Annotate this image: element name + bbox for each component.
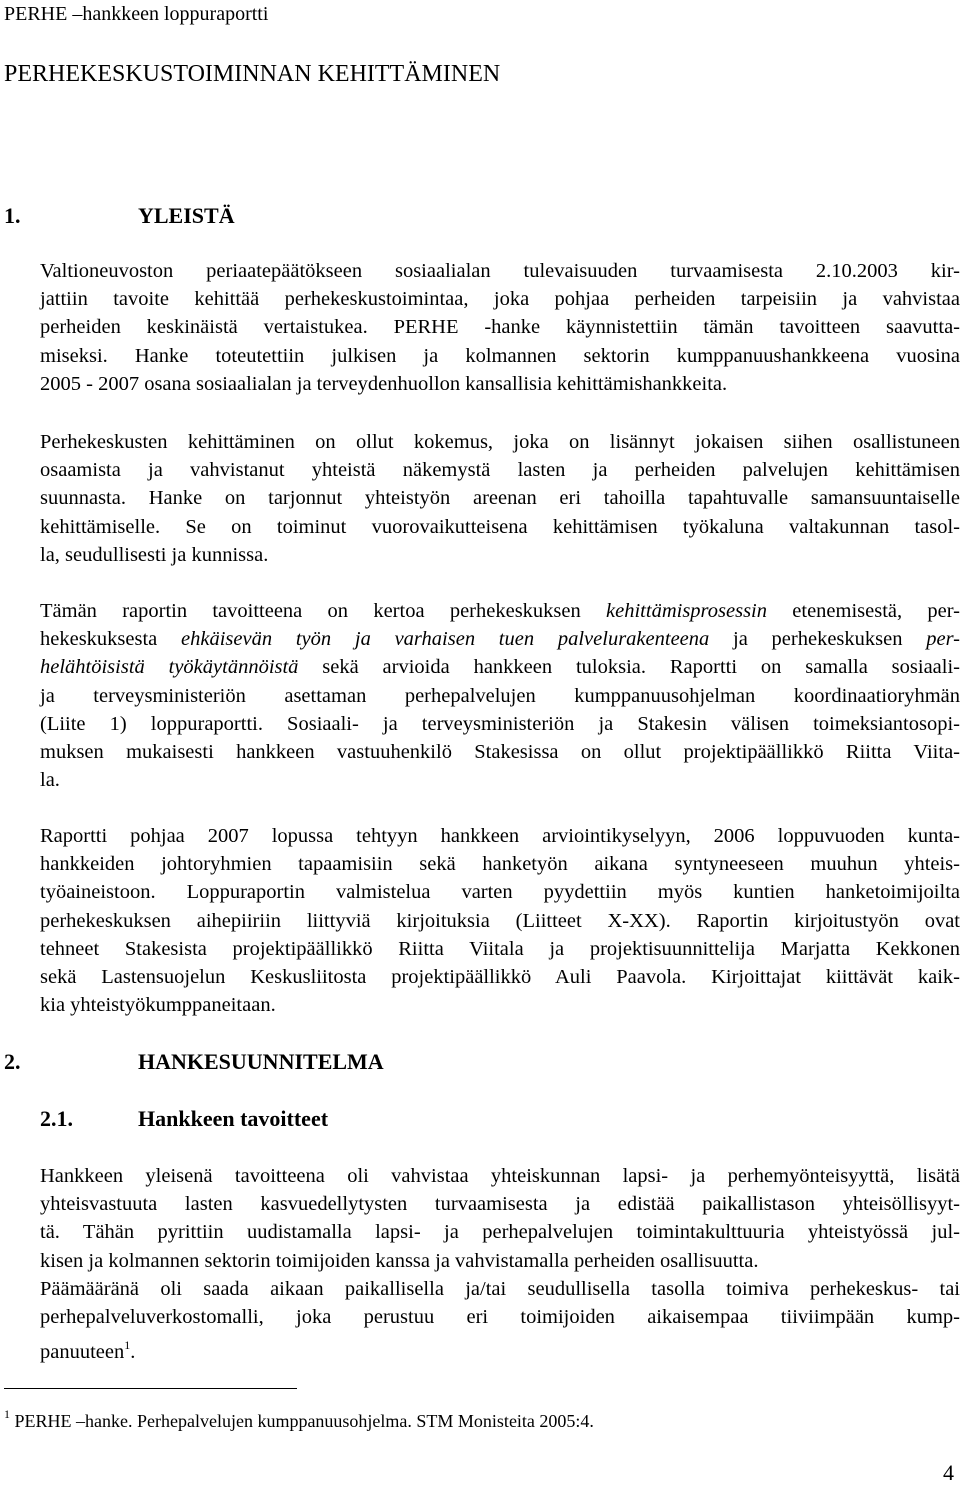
text-line: suunnasta. Hanke on tarjonnut yhteistyön areenan eri tahoilla tapahtuvalle samansuuntaiselle xyxy=(40,487,960,510)
text-line: kisen ja kolmannen sektorin toimijoiden kanssa ja vahvistamalla perheiden osallisuutta. xyxy=(40,1249,759,1272)
section-1-heading xyxy=(4,203,235,229)
text-line: tehneet Stakesista projektipäällikkö Riitta Viitala ja projektisuunnittelija Marjatta Kekkonen xyxy=(40,937,960,960)
paragraph-intro xyxy=(40,257,960,398)
paragraph-purpose xyxy=(40,597,960,794)
text-line: Raportti pohjaa 2007 lopussa tehtyyn hankkeen arviointikyselyyn, 2006 loppuvuoden kunta- xyxy=(40,825,960,847)
document-title: PERHEKESKUSTOIMINNAN KEHITTÄMINEN xyxy=(4,61,501,87)
page-number: 4 xyxy=(943,1460,954,1485)
text-line: Tämän raportin tavoitteena on kertoa perhekeskuksen kehittämisprosessin etenemisestä, per- xyxy=(40,600,960,622)
section-number: 2. xyxy=(4,1049,21,1074)
text-line: la, seudullisesti ja kunnissa. xyxy=(40,543,269,566)
text-line: hekeskuksesta ehkäisevän työn ja varhaisen tuen palvelurakenteena ja perhekeskuksen per- xyxy=(40,628,960,651)
section-number: 2.1. xyxy=(40,1106,73,1131)
text-line: kehittämiselle. Se on toiminut vuorovaikutteisena kehittämisen työkaluna valtakunnan tasol- xyxy=(40,515,960,538)
text-line: kia yhteistyökumppaneitaan. xyxy=(40,994,276,1017)
footnote-separator xyxy=(4,1388,297,1389)
section-2-1-heading xyxy=(40,1106,328,1132)
text-line: Perhekeskusten kehittäminen on ollut kokemus, joka on lisännyt jokaisen siihen osallistuneen xyxy=(40,431,960,453)
footnote xyxy=(4,1402,594,1433)
footnote-reference[interactable]: 1 xyxy=(124,1338,131,1353)
text-line: muksen mukaisesti hankkeen vastuuhenkilö Stakesissa on ollut projektipäällikkö Riitta Viita- xyxy=(40,741,960,764)
text-line: yhteisvastuuta lasten kasvuedellytysten turvaamisesta ja edistää paikallistason yhteisöllisyyt- xyxy=(40,1193,960,1216)
emphasis: kehittämisprosessin xyxy=(606,600,767,622)
footnote-text: PERHE –hanke. Perhepalvelujen kumppanuusohjelma. STM Monisteita 2005:4. xyxy=(10,1411,594,1431)
text-line: Valtioneuvoston periaatepäätökseen sosiaalialan tulevaisuuden turvaamisesta 2.10.2003 kir- xyxy=(40,260,960,282)
text-line: miseksi. Hanke toteutettiin julkisen ja kolmannen sektorin kumppanuushankkeena vuosina xyxy=(40,344,960,367)
text-line: työaineistoon. Loppuraportin valmistelua varten pyydettiin myös kuntien hanketoimijoilta xyxy=(40,881,960,904)
paragraph-experience xyxy=(40,428,960,569)
footnote-number: 1 xyxy=(4,1407,10,1421)
text-line: jattiin tavoite kehittää perhekeskustoimintaa, joka pohjaa perheiden tarpeisiin ja vahvistaa xyxy=(40,288,960,311)
text-line: hankkeiden johtoryhmien tapaamisiin sekä hanketyön aikana syntyneeseen muuhun yhteis- xyxy=(40,853,960,876)
paragraph-sources xyxy=(40,822,960,1019)
text-line: helähtöisistä työkäytännöistä sekä arvioida hankkeen tuloksia. Raportti on samalla sosiaali- xyxy=(40,656,960,679)
section-title: YLEISTÄ xyxy=(138,203,235,228)
text-line: sekä Lastensuojelun Keskusliitosta projektipäällikkö Auli Paavola. Kirjoittajat kiittävät kaik- xyxy=(40,966,960,989)
text-line: perheiden keskinäistä vertaistukea. PERHE -hanke käynnistettiin tämän tavoitteen saavutta- xyxy=(40,316,960,339)
text-line: 2005 - 2007 osana sosiaalialan ja terveydenhuollon kansallisia kehittämishankkeita. xyxy=(40,372,728,395)
emphasis: ehkäisevän työn ja varhaisen tuen palvelurakenteena xyxy=(181,628,710,651)
text-line: la. xyxy=(40,769,60,792)
text-line: perhekeskuksen aihepiiriin liittyviä kirjoituksia (Liitteet X-XX). Raportin kirjoitustyön ovat xyxy=(40,909,960,932)
text-line: (Liite 1) loppuraportti. Sosiaali- ja terveysministeriön ja Stakesin välisen toimeksiantosopi- xyxy=(40,712,960,735)
section-title: HANKESUUNNITELMA xyxy=(138,1049,384,1074)
text-line: osaamista ja vahvistanut yhteistä näkemystä lasten ja perheiden palvelujen kehittämisen xyxy=(40,459,960,482)
paragraph-goals xyxy=(40,1162,960,1366)
running-header: PERHE –hankkeen loppuraportti xyxy=(4,3,269,25)
text-line: panuuteen$^1$. xyxy=(40,1338,136,1364)
text-line: Hankkeen yleisenä tavoitteena oli vahvistaa yhteiskunnan lapsi- ja perhemyönteisyyttä, lisätä xyxy=(40,1165,960,1187)
section-2-heading xyxy=(4,1049,384,1075)
text-line: tä. Tähän pyrittiin uudistamalla lapsi- ja perhepalvelujen toimintakulttuuria yhteistyössä jul- xyxy=(40,1221,960,1244)
text-line: Päämääränä oli saada aikaan paikallisella ja/tai seudullisella tasolla toimiva perhekeskus- tai xyxy=(40,1277,960,1300)
section-number: 1. xyxy=(4,203,21,228)
text-line: ja terveysministeriön asettaman perhepalvelujen kumppanuusohjelman koordinaatioryhmän xyxy=(40,684,960,707)
text-line: perhepalveluverkostomalli, joka perustuu eri toimijoiden aikaisempaa tiiviimpään kump- xyxy=(40,1306,960,1329)
section-title: Hankkeen tavoitteet xyxy=(138,1106,329,1131)
emphasis: per- xyxy=(926,628,960,651)
emphasis: helähtöisistä työkäytännöistä xyxy=(40,656,299,679)
